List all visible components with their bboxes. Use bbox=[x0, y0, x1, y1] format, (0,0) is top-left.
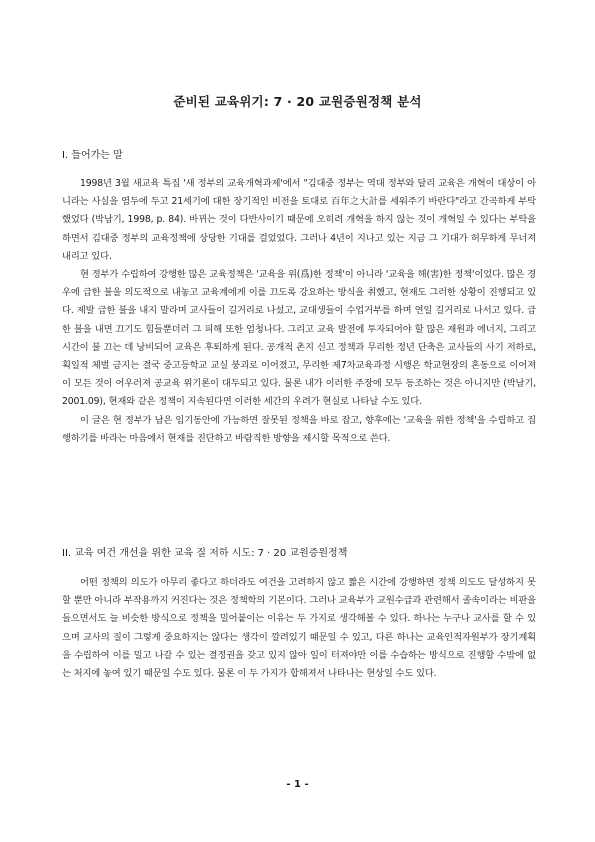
paragraph: 어떤 정책의 의도가 아무리 좋다고 하더라도 여건을 고려하지 않고 짧은 시간에 강행하면 정책 의도도 달성하지 못할 뿐만 아니라 부작용까지 커진다는 것은 정책학의 기본이다. 그러나 교육부가 교원수급과 관련해서 졸속이라는 비판을 들으면서도 늘 비슷한 방식으로 정책을 밀어붙이는 이유는 두 가지로 생각해볼 수 있다. 하나는 누구나 교사를 할 수 있으며 교사의 질이 그렇게 중요하지는 않다는 생각이 깔려있기 때문일 수 있고, 다른 하나는 교육인적자원부가 장기계획을 수립하여 이를 밀고 나갈 수 있는 결정권을 갖고 있지 않아 일이 터져야만 이를 수습하는 방식으로 진행할 수밖에 없는 처지에 놓여 있기 때문일 수도 있다. 물론 이 두 가지가 합해져서 나타나는 현상일 수도 있다. bbox=[62, 577, 536, 680]
section-heading-introduction: I. 들어가는 말 bbox=[62, 150, 123, 161]
document-title: 준비된 교육위기: 7 · 20 교원증원정책 분석 bbox=[173, 94, 422, 109]
section-introduction-body bbox=[62, 175, 536, 448]
section-heading-teacher-policy: II. 교육 여건 개선을 위한 교육 질 저하 시도: 7 · 20 교원증원정책 bbox=[62, 548, 348, 559]
page-number: - 1 - bbox=[286, 779, 309, 790]
paragraph: 1998년 3월 새교육 특집 '새 정부의 교육개혁과제'에서 "김대중 정부는 역대 정부와 달리 교육은 개혁이 대상이 아니라는 사실을 염두에 두고 21세기에 대한 장기적인 비전을 토대로 百年之大計를 세워주기 바란다"라고 간곡하게 부탁했었다 (박남기, 1998, p. 84). 바뀌는 것이 다반사이기 때문에 오히려 개혁을 하지 않는 것이 개혁일 수 있다는 부탁을 하면서 김대중 정부의 교육정책에 상당한 기대를 걸었었다. 그러나 4년이 지나고 있는 지금 그 기대가 허무하게 무너져 내리고 있다. bbox=[62, 178, 536, 262]
paragraph: 이 글은 현 정부가 남은 임기동안에 가능하면 잘못된 정책을 바로 잡고, 향후에는 '교육을 위한 정책'을 수립하고 집행하기를 바라는 마음에서 현재를 진단하고 바람직한 방향을 제시할 목적으로 쓴다. bbox=[62, 414, 536, 444]
paragraph: 현 정부가 수립하여 강행한 많은 교육정책은 '교육을 위(爲)한 정책'이 아니라 '교육을 해(害)한 정책'이었다. 많은 경우에 급한 불을 의도적으로 내놓고 교육계에게 이를 끄도록 강요하는 방식을 취했고, 현재도 그러한 상황이 진행되고 있다. 제발 급한 불을 내지 말라며 교사들이 길거리로 나섰고, 교대생들이 수업거부를 하며 연일 길거리로 나서고 있다. 급한 불을 내면 끄기도 힘들뿐더러 그 피해 또한 엄청나다. 그리고 교육 발전에 투자되어야 할 많은 재원과 에너지, 그리고 시간이 불 끄는 데 낭비되어 교육은 후퇴하게 된다. 공개적 촌지 신고 정책과 무리한 정년 단축은 교사들의 사기 저하로, 획일적 체벌 금지는 결국 중고등학교 교실 붕괴로 이어졌고, 무리한 제7차교육과정 시행은 학교현장의 혼동으로 이어져 이 모든 것이 어우러져 공교육 위기론이 대두되고 있다. 물론 내가 이러한 주장에 모두 동조하는 것은 아니지만 (박남기, 2001.09), 현재와 같은 정책이 지속된다면 이러한 세간의 우려가 현실로 나타날 수도 있다. bbox=[62, 269, 536, 408]
section-teacher-policy-body bbox=[62, 574, 536, 683]
